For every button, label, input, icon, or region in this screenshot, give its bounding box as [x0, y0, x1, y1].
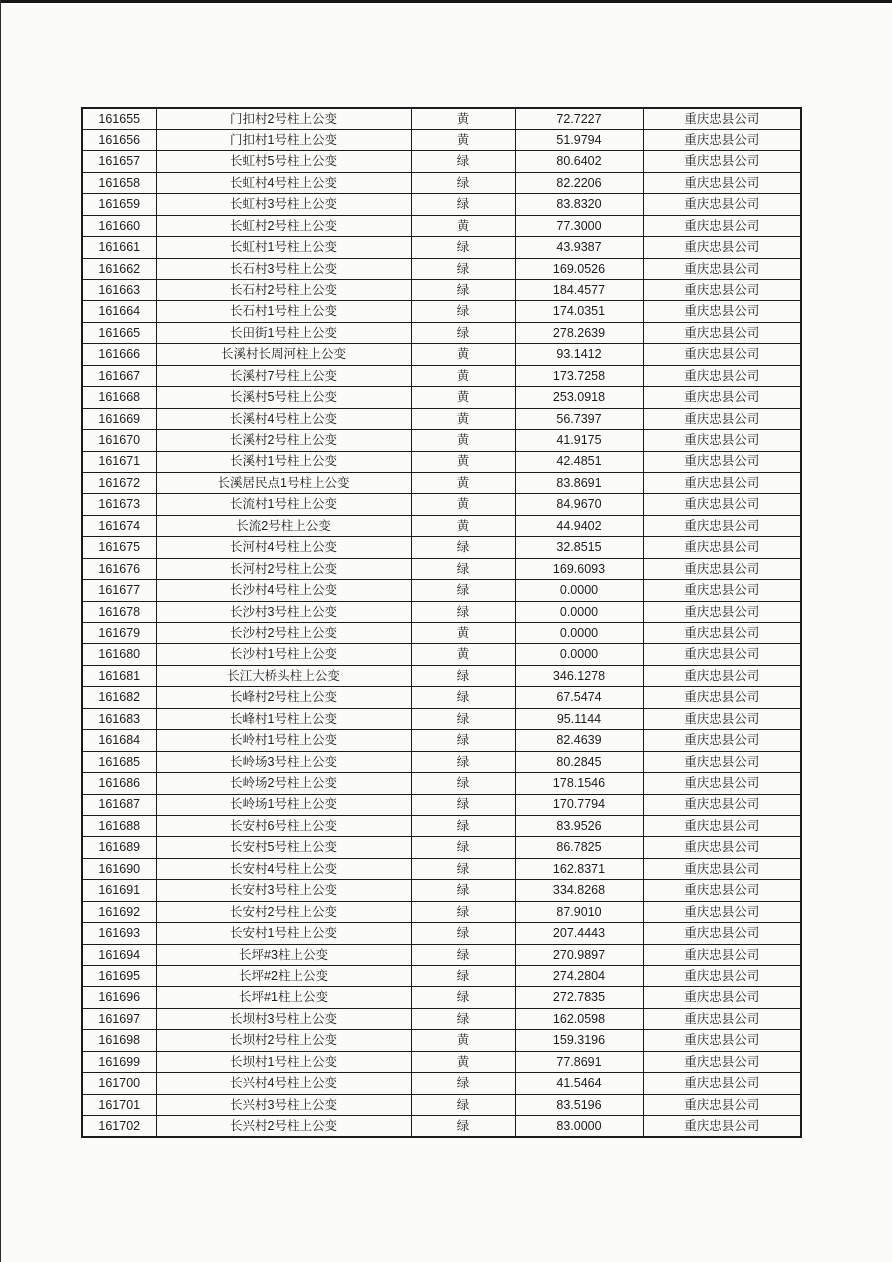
cell-name: 长溪村长周河柱上公变	[156, 344, 411, 365]
cell-company: 重庆忠县公司	[643, 794, 801, 815]
cell-id: 161662	[82, 258, 156, 279]
cell-name: 长虹村2号柱上公变	[156, 215, 411, 236]
table-row	[82, 623, 801, 644]
cell-value: 253.0918	[515, 387, 643, 408]
cell-value: 44.9402	[515, 515, 643, 536]
cell-value: 178.1546	[515, 773, 643, 794]
cell-company: 重庆忠县公司	[643, 129, 801, 150]
cell-id: 161664	[82, 301, 156, 322]
cell-status: 黄	[411, 408, 515, 429]
cell-id: 161698	[82, 1030, 156, 1051]
table-row	[82, 322, 801, 343]
table-row	[82, 665, 801, 686]
cell-value: 278.2639	[515, 322, 643, 343]
table-row	[82, 1008, 801, 1029]
cell-value: 270.9897	[515, 944, 643, 965]
cell-status: 黄	[411, 430, 515, 451]
cell-id: 161685	[82, 751, 156, 772]
cell-status: 黄	[411, 494, 515, 515]
cell-name: 长坪#3柱上公变	[156, 944, 411, 965]
cell-id: 161689	[82, 837, 156, 858]
cell-value: 0.0000	[515, 580, 643, 601]
cell-id: 161694	[82, 944, 156, 965]
cell-status: 黄	[411, 215, 515, 236]
cell-id: 161683	[82, 708, 156, 729]
cell-status: 绿	[411, 880, 515, 901]
cell-status: 绿	[411, 837, 515, 858]
cell-value: 334.8268	[515, 880, 643, 901]
cell-company: 重庆忠县公司	[643, 1094, 801, 1115]
cell-value: 43.9387	[515, 237, 643, 258]
cell-company: 重庆忠县公司	[643, 815, 801, 836]
cell-value: 93.1412	[515, 344, 643, 365]
cell-value: 174.0351	[515, 301, 643, 322]
cell-value: 207.4443	[515, 923, 643, 944]
cell-company: 重庆忠县公司	[643, 730, 801, 751]
table-row	[82, 1116, 801, 1137]
cell-name: 长沙村3号柱上公变	[156, 601, 411, 622]
cell-value: 51.9794	[515, 129, 643, 150]
cell-name: 长坪#2柱上公变	[156, 966, 411, 987]
cell-status: 绿	[411, 1073, 515, 1094]
cell-status: 绿	[411, 237, 515, 258]
table-row	[82, 537, 801, 558]
cell-status: 黄	[411, 472, 515, 493]
cell-status: 绿	[411, 537, 515, 558]
cell-id: 161696	[82, 987, 156, 1008]
cell-value: 95.1144	[515, 708, 643, 729]
page-top-edge-line	[0, 0, 892, 3]
table-row	[82, 258, 801, 279]
cell-value: 173.7258	[515, 365, 643, 386]
cell-id: 161693	[82, 923, 156, 944]
cell-company: 重庆忠县公司	[643, 322, 801, 343]
cell-id: 161697	[82, 1008, 156, 1029]
table-row	[82, 344, 801, 365]
cell-id: 161657	[82, 151, 156, 172]
cell-company: 重庆忠县公司	[643, 430, 801, 451]
cell-status: 绿	[411, 280, 515, 301]
cell-company: 重庆忠县公司	[643, 215, 801, 236]
cell-id: 161658	[82, 172, 156, 193]
cell-value: 67.5474	[515, 687, 643, 708]
cell-id: 161669	[82, 408, 156, 429]
cell-id: 161691	[82, 880, 156, 901]
cell-status: 绿	[411, 794, 515, 815]
cell-company: 重庆忠县公司	[643, 472, 801, 493]
cell-id: 161666	[82, 344, 156, 365]
table-row	[82, 151, 801, 172]
cell-id: 161655	[82, 108, 156, 129]
cell-name: 长沙村4号柱上公变	[156, 580, 411, 601]
cell-id: 161672	[82, 472, 156, 493]
transformer-table	[81, 107, 802, 1138]
cell-company: 重庆忠县公司	[643, 172, 801, 193]
cell-company: 重庆忠县公司	[643, 151, 801, 172]
cell-status: 绿	[411, 322, 515, 343]
cell-value: 184.4577	[515, 280, 643, 301]
cell-company: 重庆忠县公司	[643, 558, 801, 579]
cell-company: 重庆忠县公司	[643, 365, 801, 386]
cell-name: 长兴村3号柱上公变	[156, 1094, 411, 1115]
cell-value: 82.4639	[515, 730, 643, 751]
cell-name: 长河村2号柱上公变	[156, 558, 411, 579]
cell-company: 重庆忠县公司	[643, 387, 801, 408]
cell-company: 重庆忠县公司	[643, 451, 801, 472]
cell-value: 41.5464	[515, 1073, 643, 1094]
table-row	[82, 794, 801, 815]
cell-status: 绿	[411, 580, 515, 601]
cell-status: 黄	[411, 1030, 515, 1051]
cell-status: 黄	[411, 129, 515, 150]
cell-id: 161695	[82, 966, 156, 987]
cell-value: 56.7397	[515, 408, 643, 429]
table-row	[82, 194, 801, 215]
cell-id: 161686	[82, 773, 156, 794]
cell-status: 绿	[411, 301, 515, 322]
cell-name: 长岭场1号柱上公变	[156, 794, 411, 815]
cell-name: 长虹村5号柱上公变	[156, 151, 411, 172]
cell-id: 161675	[82, 537, 156, 558]
cell-status: 绿	[411, 751, 515, 772]
table-row	[82, 580, 801, 601]
cell-id: 161684	[82, 730, 156, 751]
table-row	[82, 558, 801, 579]
cell-name: 长岭场3号柱上公变	[156, 751, 411, 772]
cell-value: 272.7835	[515, 987, 643, 1008]
cell-name: 长石村1号柱上公变	[156, 301, 411, 322]
cell-status: 绿	[411, 923, 515, 944]
cell-name: 长河村4号柱上公变	[156, 537, 411, 558]
cell-value: 83.9526	[515, 815, 643, 836]
cell-name: 长沙村2号柱上公变	[156, 623, 411, 644]
cell-company: 重庆忠县公司	[643, 601, 801, 622]
cell-value: 0.0000	[515, 644, 643, 665]
cell-value: 162.0598	[515, 1008, 643, 1029]
cell-value: 159.3196	[515, 1030, 643, 1051]
cell-status: 绿	[411, 966, 515, 987]
table-row	[82, 408, 801, 429]
cell-value: 83.8320	[515, 194, 643, 215]
cell-id: 161678	[82, 601, 156, 622]
cell-id: 161688	[82, 815, 156, 836]
cell-name: 长兴村4号柱上公变	[156, 1073, 411, 1094]
cell-name: 长兴村2号柱上公变	[156, 1116, 411, 1137]
cell-status: 黄	[411, 451, 515, 472]
cell-status: 绿	[411, 901, 515, 922]
cell-name: 长溪村2号柱上公变	[156, 430, 411, 451]
cell-id: 161692	[82, 901, 156, 922]
cell-id: 161690	[82, 858, 156, 879]
table-row	[82, 987, 801, 1008]
cell-id: 161702	[82, 1116, 156, 1137]
cell-company: 重庆忠县公司	[643, 1116, 801, 1137]
cell-company: 重庆忠县公司	[643, 708, 801, 729]
table-row	[82, 858, 801, 879]
cell-id: 161663	[82, 280, 156, 301]
cell-id: 161670	[82, 430, 156, 451]
cell-company: 重庆忠县公司	[643, 1073, 801, 1094]
cell-value: 83.0000	[515, 1116, 643, 1137]
cell-value: 0.0000	[515, 601, 643, 622]
table-row	[82, 280, 801, 301]
cell-name: 长安村2号柱上公变	[156, 901, 411, 922]
cell-id: 161656	[82, 129, 156, 150]
cell-value: 32.8515	[515, 537, 643, 558]
cell-value: 83.5196	[515, 1094, 643, 1115]
table-row	[82, 815, 801, 836]
table-row	[82, 494, 801, 515]
cell-status: 黄	[411, 387, 515, 408]
cell-status: 绿	[411, 151, 515, 172]
cell-id: 161661	[82, 237, 156, 258]
table-row	[82, 687, 801, 708]
cell-id: 161677	[82, 580, 156, 601]
cell-name: 长安村6号柱上公变	[156, 815, 411, 836]
table-row	[82, 301, 801, 322]
cell-id: 161682	[82, 687, 156, 708]
table-row	[82, 237, 801, 258]
cell-status: 绿	[411, 687, 515, 708]
cell-company: 重庆忠县公司	[643, 194, 801, 215]
cell-id: 161665	[82, 322, 156, 343]
cell-id: 161671	[82, 451, 156, 472]
cell-company: 重庆忠县公司	[643, 858, 801, 879]
cell-id: 161700	[82, 1073, 156, 1094]
cell-status: 绿	[411, 258, 515, 279]
table-row	[82, 644, 801, 665]
cell-status: 绿	[411, 1094, 515, 1115]
cell-status: 黄	[411, 515, 515, 536]
cell-status: 绿	[411, 1008, 515, 1029]
cell-name: 长安村3号柱上公变	[156, 880, 411, 901]
table-row	[82, 129, 801, 150]
table-row	[82, 430, 801, 451]
cell-status: 绿	[411, 773, 515, 794]
table-row	[82, 515, 801, 536]
table-row	[82, 880, 801, 901]
cell-status: 黄	[411, 1051, 515, 1072]
cell-company: 重庆忠县公司	[643, 537, 801, 558]
cell-value: 72.7227	[515, 108, 643, 129]
cell-name: 长石村2号柱上公变	[156, 280, 411, 301]
cell-company: 重庆忠县公司	[643, 623, 801, 644]
cell-company: 重庆忠县公司	[643, 665, 801, 686]
cell-name: 门扣村2号柱上公变	[156, 108, 411, 129]
cell-name: 长坝村2号柱上公变	[156, 1030, 411, 1051]
cell-name: 长溪村5号柱上公变	[156, 387, 411, 408]
cell-company: 重庆忠县公司	[643, 280, 801, 301]
cell-name: 长石村3号柱上公变	[156, 258, 411, 279]
cell-status: 绿	[411, 858, 515, 879]
cell-status: 黄	[411, 644, 515, 665]
cell-name: 长安村4号柱上公变	[156, 858, 411, 879]
cell-value: 77.3000	[515, 215, 643, 236]
cell-status: 黄	[411, 108, 515, 129]
cell-value: 77.8691	[515, 1051, 643, 1072]
cell-id: 161659	[82, 194, 156, 215]
cell-id: 161667	[82, 365, 156, 386]
table-row	[82, 172, 801, 193]
cell-id: 161680	[82, 644, 156, 665]
table-row	[82, 472, 801, 493]
cell-value: 169.6093	[515, 558, 643, 579]
cell-company: 重庆忠县公司	[643, 644, 801, 665]
cell-status: 绿	[411, 730, 515, 751]
cell-name: 长虹村3号柱上公变	[156, 194, 411, 215]
cell-company: 重庆忠县公司	[643, 923, 801, 944]
table-row	[82, 387, 801, 408]
cell-value: 87.9010	[515, 901, 643, 922]
cell-company: 重庆忠县公司	[643, 687, 801, 708]
cell-name: 长溪村1号柱上公变	[156, 451, 411, 472]
table-row	[82, 837, 801, 858]
cell-status: 绿	[411, 194, 515, 215]
cell-name: 长溪居民点1号柱上公变	[156, 472, 411, 493]
cell-name: 长安村1号柱上公变	[156, 923, 411, 944]
cell-id: 161668	[82, 387, 156, 408]
cell-status: 绿	[411, 558, 515, 579]
table-row	[82, 773, 801, 794]
cell-value: 169.0526	[515, 258, 643, 279]
table-row	[82, 215, 801, 236]
cell-id: 161674	[82, 515, 156, 536]
cell-name: 门扣村1号柱上公变	[156, 129, 411, 150]
table-row	[82, 1030, 801, 1051]
cell-name: 长峰村1号柱上公变	[156, 708, 411, 729]
cell-status: 绿	[411, 1116, 515, 1137]
cell-company: 重庆忠县公司	[643, 237, 801, 258]
cell-company: 重庆忠县公司	[643, 344, 801, 365]
cell-status: 绿	[411, 708, 515, 729]
cell-company: 重庆忠县公司	[643, 837, 801, 858]
cell-value: 170.7794	[515, 794, 643, 815]
cell-id: 161660	[82, 215, 156, 236]
cell-company: 重庆忠县公司	[643, 1008, 801, 1029]
cell-company: 重庆忠县公司	[643, 515, 801, 536]
cell-name: 长岭村1号柱上公变	[156, 730, 411, 751]
cell-name: 长坪#1柱上公变	[156, 987, 411, 1008]
cell-name: 长虹村4号柱上公变	[156, 172, 411, 193]
cell-id: 161699	[82, 1051, 156, 1072]
table-row	[82, 708, 801, 729]
cell-company: 重庆忠县公司	[643, 987, 801, 1008]
cell-company: 重庆忠县公司	[643, 108, 801, 129]
cell-company: 重庆忠县公司	[643, 580, 801, 601]
cell-name: 长流村1号柱上公变	[156, 494, 411, 515]
cell-name: 长流2号柱上公变	[156, 515, 411, 536]
cell-name: 长坝村3号柱上公变	[156, 1008, 411, 1029]
cell-value: 86.7825	[515, 837, 643, 858]
page-left-edge-line	[0, 0, 1, 1262]
cell-company: 重庆忠县公司	[643, 944, 801, 965]
table-row	[82, 966, 801, 987]
cell-status: 绿	[411, 815, 515, 836]
cell-id: 161679	[82, 623, 156, 644]
table-row	[82, 944, 801, 965]
cell-id: 161701	[82, 1094, 156, 1115]
cell-id: 161681	[82, 665, 156, 686]
cell-name: 长溪村7号柱上公变	[156, 365, 411, 386]
cell-name: 长溪村4号柱上公变	[156, 408, 411, 429]
cell-value: 82.2206	[515, 172, 643, 193]
cell-company: 重庆忠县公司	[643, 408, 801, 429]
cell-value: 42.4851	[515, 451, 643, 472]
cell-value: 162.8371	[515, 858, 643, 879]
cell-status: 绿	[411, 944, 515, 965]
cell-value: 80.2845	[515, 751, 643, 772]
cell-name: 长江大桥头柱上公变	[156, 665, 411, 686]
cell-value: 0.0000	[515, 623, 643, 644]
cell-company: 重庆忠县公司	[643, 966, 801, 987]
cell-company: 重庆忠县公司	[643, 494, 801, 515]
table-row	[82, 451, 801, 472]
transformer-table-body	[82, 108, 801, 1137]
cell-company: 重庆忠县公司	[643, 1051, 801, 1072]
cell-status: 黄	[411, 623, 515, 644]
table-row	[82, 108, 801, 129]
cell-status: 黄	[411, 344, 515, 365]
cell-status: 绿	[411, 987, 515, 1008]
table-row	[82, 1051, 801, 1072]
cell-company: 重庆忠县公司	[643, 773, 801, 794]
cell-value: 80.6402	[515, 151, 643, 172]
cell-company: 重庆忠县公司	[643, 1030, 801, 1051]
cell-name: 长虹村1号柱上公变	[156, 237, 411, 258]
cell-status: 绿	[411, 172, 515, 193]
cell-value: 41.9175	[515, 430, 643, 451]
cell-company: 重庆忠县公司	[643, 301, 801, 322]
table-row	[82, 923, 801, 944]
cell-id: 161673	[82, 494, 156, 515]
cell-company: 重庆忠县公司	[643, 751, 801, 772]
cell-id: 161676	[82, 558, 156, 579]
table-row	[82, 730, 801, 751]
cell-name: 长沙村1号柱上公变	[156, 644, 411, 665]
table-row	[82, 365, 801, 386]
cell-status: 绿	[411, 665, 515, 686]
cell-name: 长田街1号柱上公变	[156, 322, 411, 343]
cell-name: 长岭场2号柱上公变	[156, 773, 411, 794]
cell-company: 重庆忠县公司	[643, 880, 801, 901]
cell-value: 83.8691	[515, 472, 643, 493]
cell-name: 长峰村2号柱上公变	[156, 687, 411, 708]
cell-name: 长安村5号柱上公变	[156, 837, 411, 858]
cell-name: 长坝村1号柱上公变	[156, 1051, 411, 1072]
cell-id: 161687	[82, 794, 156, 815]
cell-status: 绿	[411, 601, 515, 622]
cell-value: 84.9670	[515, 494, 643, 515]
table-row	[82, 901, 801, 922]
table-row	[82, 751, 801, 772]
cell-value: 274.2804	[515, 966, 643, 987]
cell-company: 重庆忠县公司	[643, 901, 801, 922]
table-row	[82, 601, 801, 622]
cell-value: 346.1278	[515, 665, 643, 686]
table-row	[82, 1094, 801, 1115]
cell-company: 重庆忠县公司	[643, 258, 801, 279]
table-row	[82, 1073, 801, 1094]
cell-status: 黄	[411, 365, 515, 386]
